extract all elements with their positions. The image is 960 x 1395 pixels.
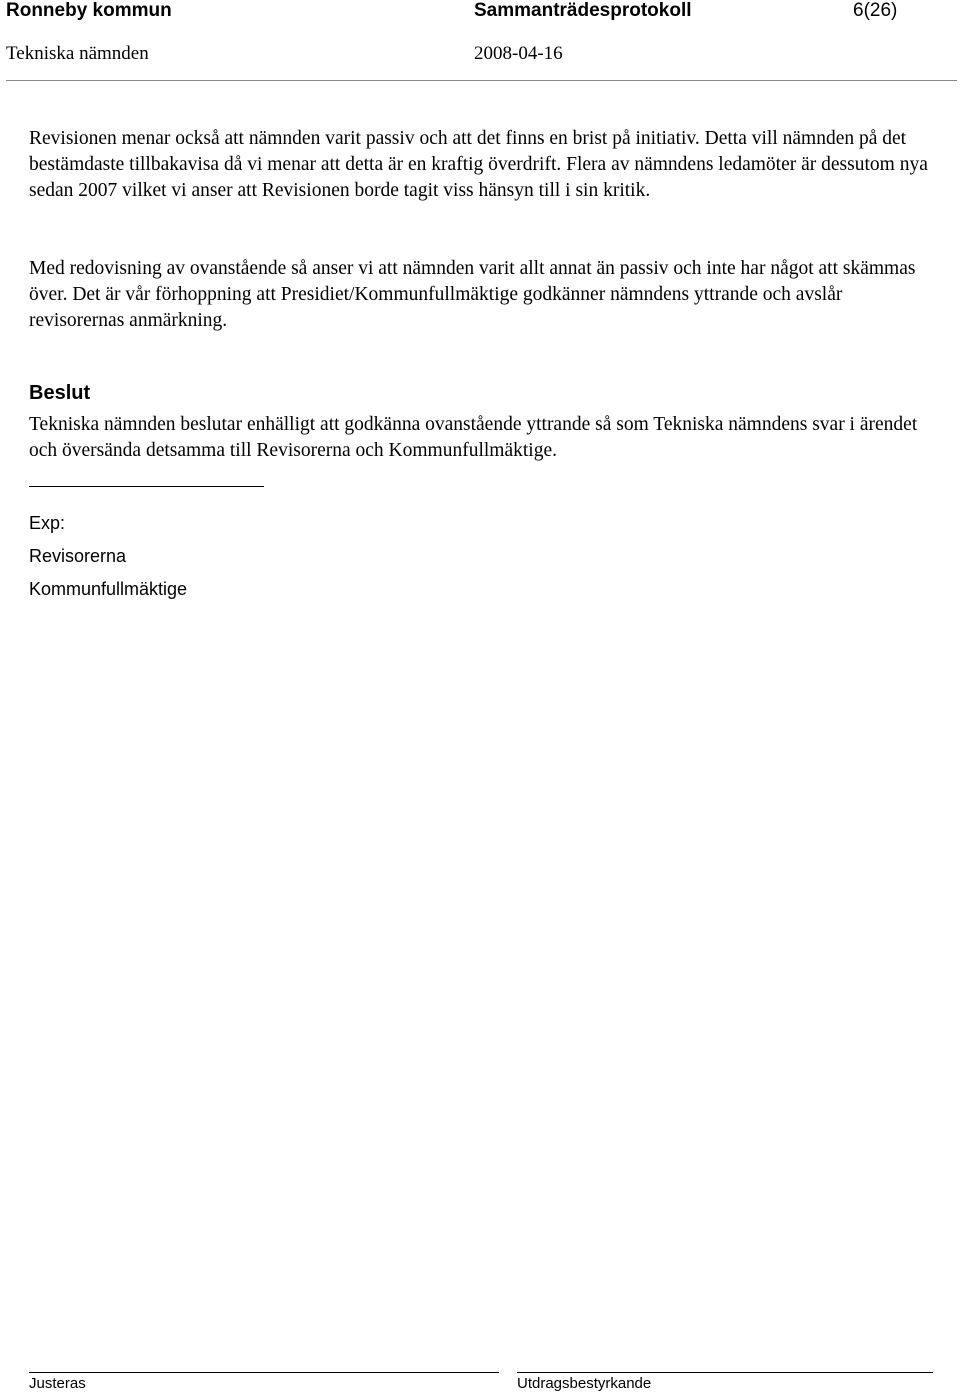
decision-text: Tekniska nämnden beslutar enhälligt att godkänna ovanstående yttrande så som Tekniska nämndens svar i ärendet och översända detsamma till Revisorerna och Kommunfullmäktige. [29, 414, 918, 461]
meeting-date: 2008-04-16 [474, 43, 563, 64]
separator-line [29, 486, 264, 487]
page-number: 6(26) [853, 0, 898, 21]
header-divider [6, 80, 957, 81]
document-type: Sammanträdesprotokoll [474, 0, 692, 21]
footer-signature-line-right [517, 1372, 933, 1373]
footer-signature-line-left [29, 1372, 499, 1373]
footer-justeras-label: Justeras [29, 1375, 86, 1392]
distribution-recipient: Revisorerna [29, 546, 127, 566]
footer-utdragsbestyrkande-label: Utdragsbestyrkande [517, 1375, 652, 1392]
distribution-recipient: Kommunfullmäktige [29, 579, 188, 599]
body-paragraph-2: Med redovisning av ovanstående så anser vi att nämnden varit allt annat än passiv och inte har något att skämmas över. Det är vår förhoppning att Presidiet/Kommunfullmäktige godkänner nämndens yttrande och avslår revisorernas anmärkning. [29, 258, 916, 331]
decision-heading: Beslut [29, 382, 91, 404]
distribution-label: Exp: [29, 513, 66, 533]
organization-name: Ronneby kommun [6, 0, 172, 21]
committee-name: Tekniska nämnden [6, 43, 149, 64]
body-paragraph-1: Revisionen menar också att nämnden varit passiv och att det finns en brist på initiativ. Detta vill nämnden på det bestämdaste tillbakavisa då vi menar att detta är en kraftig överdrift. Flera av nämndens ledamöter är dessutom nya sedan 2007 vilket vi anser att Revisionen borde tagit viss hänsyn till i sin kritik. [29, 128, 928, 201]
